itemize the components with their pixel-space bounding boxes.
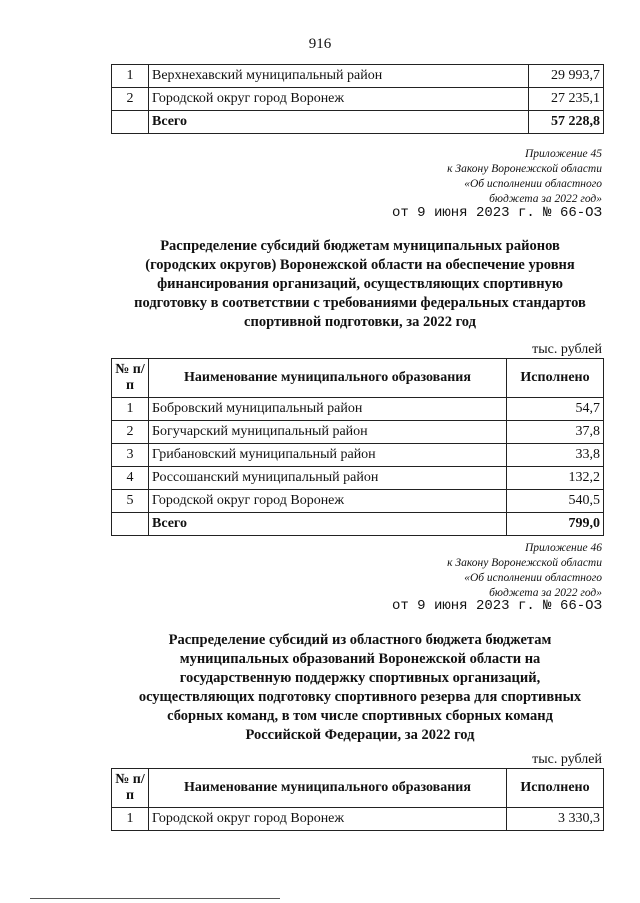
header-name: Наименование муниципального образования — [149, 359, 507, 398]
row-value: 3 330,3 — [507, 808, 604, 831]
heading-line: Распределение субсидий бюджетам муниципальных районов — [160, 238, 560, 254]
total-value: 799,0 — [507, 513, 604, 536]
units-label: тыс. рублей — [532, 752, 602, 767]
appendix-law-title: «Об исполнении областного — [464, 178, 602, 190]
row-name: Бобровский муниципальный район — [149, 398, 507, 421]
footer-rule — [30, 898, 280, 899]
row-name: Россошанский муниципальный район — [149, 467, 507, 490]
heading-line: (городских округов) Воронежской области на обеспечение уровня — [145, 257, 575, 273]
page-number: 916 — [308, 36, 332, 52]
row-value: 27 235,1 — [529, 88, 604, 111]
row-name: Городской округ город Воронеж — [149, 490, 507, 513]
heading-line: государственную поддержку спортивных организаций, — [179, 670, 541, 686]
row-name: Грибановский муниципальный район — [149, 444, 507, 467]
row-number: 4 — [112, 467, 149, 490]
total-label: Всего — [149, 513, 507, 536]
row-value: 33,8 — [507, 444, 604, 467]
header-value: Исполнено — [507, 359, 604, 398]
subsidies-table-2 — [111, 768, 604, 831]
appendix-law: к Закону Воронежской области — [447, 163, 602, 175]
heading-line: финансирования организаций, осуществляющих спортивную — [157, 276, 563, 292]
section1-heading — [100, 237, 620, 332]
row-number: 1 — [112, 65, 149, 88]
section2-heading — [100, 631, 620, 745]
row-value: 29 993,7 — [529, 65, 604, 88]
heading-line: осуществляющих подготовку спортивного резерва для спортивных — [138, 689, 582, 705]
row-name: Городской округ город Воронеж — [149, 808, 507, 831]
heading-line: Распределение субсидий из областного бюджета бюджетам — [168, 632, 552, 648]
heading-line: спортивной подготовки, за 2022 год — [244, 314, 476, 330]
appendix-law-title: «Об исполнении областного — [464, 572, 602, 584]
decree-date-46: от 9 июня 2023 г. № 66-ОЗ — [391, 598, 602, 614]
heading-line: сборных команд, в том числе спортивных сборных команд — [167, 708, 553, 724]
row-number: 1 — [112, 398, 149, 421]
appendix-law-title-cont: бюджета за 2022 год» — [489, 193, 602, 205]
appendix-title: Приложение 45 — [524, 148, 602, 160]
heading-line: подготовку в соответствии с требованиями федеральных стандартов — [134, 295, 586, 311]
row-number: 3 — [112, 444, 149, 467]
appendix-law: к Закону Воронежской области — [447, 557, 602, 569]
header-value: Исполнено — [507, 769, 604, 808]
table-row — [112, 490, 604, 513]
row-name: Городской округ город Воронеж — [149, 88, 529, 111]
row-value: 132,2 — [507, 467, 604, 490]
header-num: № п/п — [112, 359, 149, 398]
appendix-law-title-cont: бюджета за 2022 год» — [489, 587, 602, 599]
table-row — [112, 808, 604, 831]
header-num: № п/п — [112, 769, 149, 808]
total-row — [112, 513, 604, 536]
table-row — [112, 398, 604, 421]
table-row — [112, 65, 604, 88]
appendix-45 — [447, 147, 602, 207]
total-value: 57 228,8 — [529, 111, 604, 134]
units-label: тыс. рублей — [532, 342, 602, 357]
header-row — [112, 769, 604, 808]
decree-date-45: от 9 июня 2023 г. № 66-ОЗ — [391, 205, 602, 221]
row-number: 2 — [112, 421, 149, 444]
row-number: 1 — [112, 808, 149, 831]
row-number: 5 — [112, 490, 149, 513]
continuation-table — [111, 64, 604, 134]
table-row — [112, 444, 604, 467]
appendix-46 — [447, 541, 602, 601]
row-name: Богучарский муниципальный район — [149, 421, 507, 444]
row-value: 37,8 — [507, 421, 604, 444]
heading-line: муниципальных образований Воронежской области на — [179, 651, 541, 667]
row-number: 2 — [112, 88, 149, 111]
appendix-title: Приложение 46 — [524, 542, 602, 554]
heading-line: Российской Федерации, за 2022 год — [245, 727, 475, 743]
row-name: Верхнехавский муниципальный район — [149, 65, 529, 88]
header-row — [112, 359, 604, 398]
table-row — [112, 467, 604, 490]
total-label: Всего — [149, 111, 529, 134]
header-name: Наименование муниципального образования — [149, 769, 507, 808]
row-value: 54,7 — [507, 398, 604, 421]
total-row — [112, 111, 604, 134]
row-value: 540,5 — [507, 490, 604, 513]
table-row — [112, 421, 604, 444]
table-row — [112, 88, 604, 111]
subsidies-table-1 — [111, 358, 604, 536]
